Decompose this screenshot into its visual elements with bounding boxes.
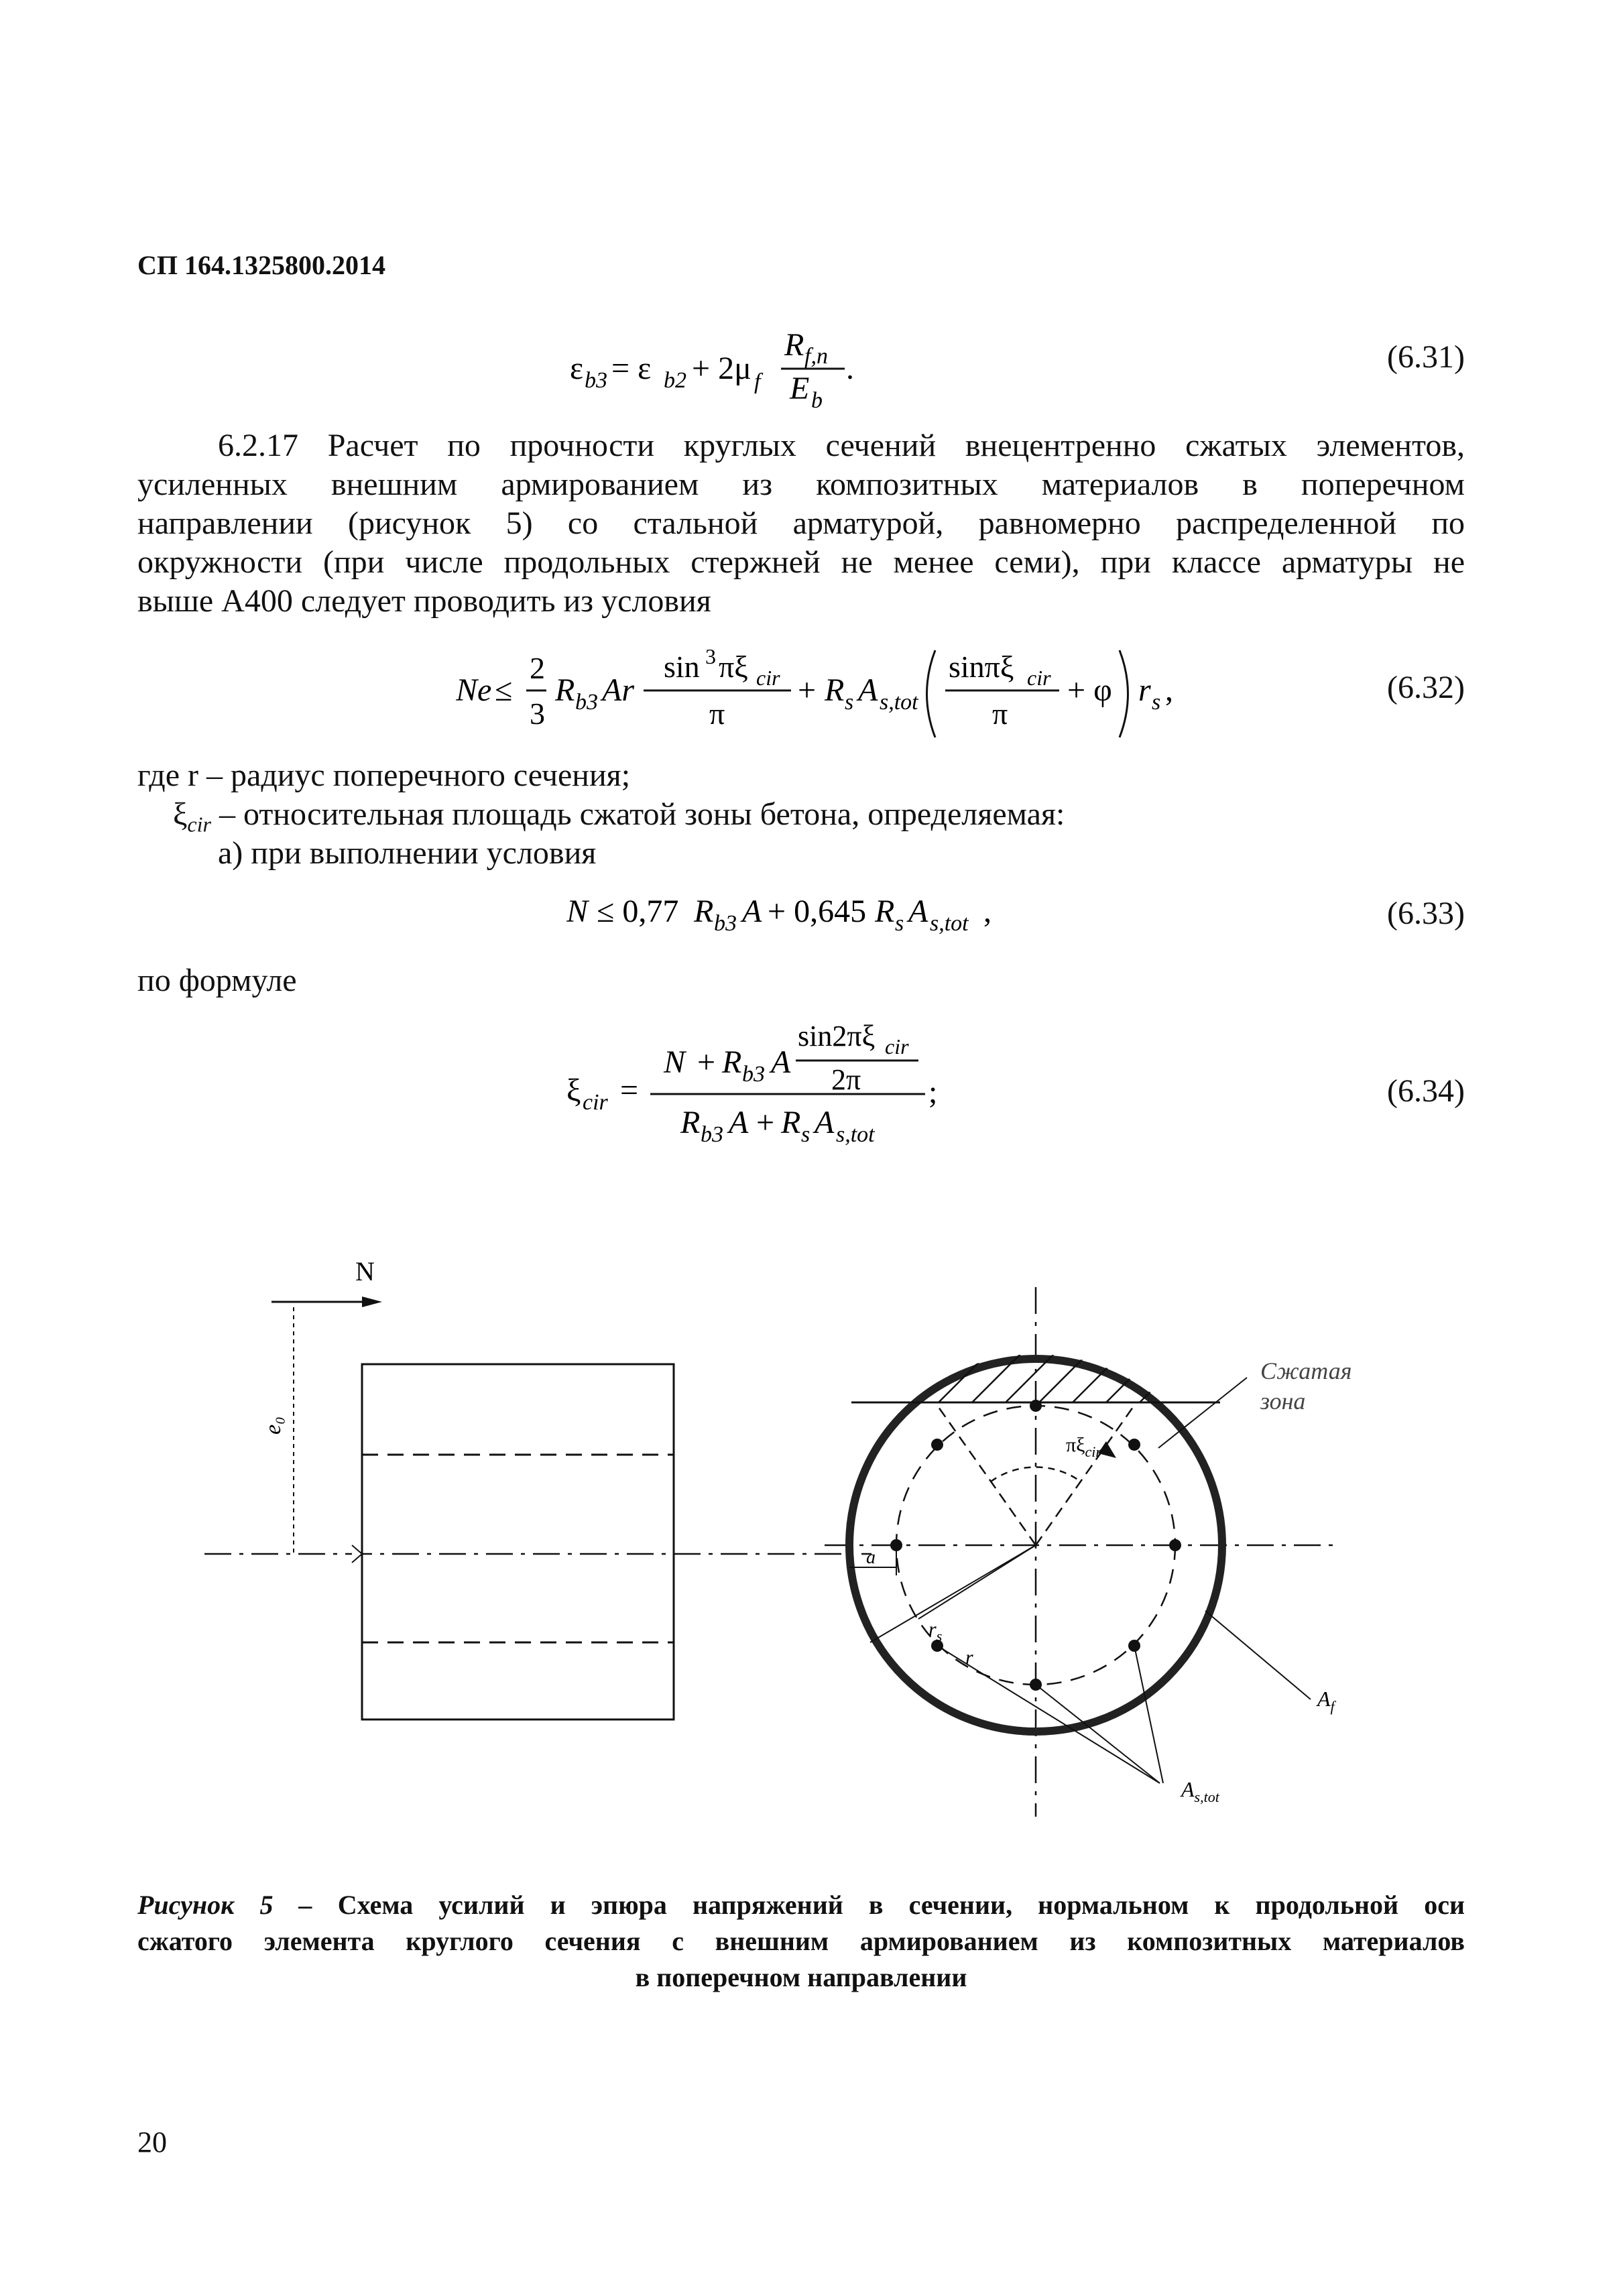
svg-text:,: , [983, 894, 991, 929]
svg-text:b3: b3 [575, 690, 598, 715]
compressed-label: Сжатая [1260, 1357, 1352, 1384]
compressed-zone-hatch [838, 1275, 1334, 1402]
svg-text:s,tot: s,tot [930, 911, 969, 936]
as-leader-3 [1134, 1646, 1163, 1783]
eq631-sub-b2: b2 [664, 368, 686, 393]
svg-text:Ar: Ar [602, 672, 634, 708]
xi-subscript: cir [187, 812, 211, 837]
svg-text:R: R [694, 894, 714, 929]
zone-label: зона [1260, 1388, 1306, 1414]
svg-text:cir: cir [885, 1034, 909, 1059]
eq631-eq: = ε [611, 351, 652, 386]
svg-text:3: 3 [705, 644, 716, 668]
svg-text:A: A [815, 1105, 835, 1140]
svg-text:2π: 2π [831, 1063, 861, 1096]
eq631-den: E [790, 371, 810, 406]
equation-6-33 [566, 878, 1036, 945]
svg-text:sin2πξ: sin2πξ [798, 1020, 876, 1052]
xi-symbol: ξ [173, 796, 188, 832]
angle-leg-left [935, 1402, 1036, 1545]
svg-text:R: R [875, 894, 895, 929]
svg-text:b3: b3 [714, 911, 737, 936]
svg-text:s: s [801, 1122, 810, 1147]
eq631-plus: + 2μ [692, 351, 752, 386]
svg-text:s,tot: s,tot [880, 690, 918, 715]
svg-text:cir: cir [756, 666, 780, 690]
para-line-3: направлении (рисунок 5) со стальной арматурой, равномерно распределенной по [137, 505, 1465, 541]
svg-text:R: R [781, 1105, 801, 1140]
svg-text:R: R [825, 672, 845, 708]
figure-5 [0, 1240, 1623, 1844]
para-line-5: выше А400 следует проводить из условия [137, 583, 711, 619]
svg-text:s: s [845, 690, 854, 715]
svg-text:+: + [756, 1105, 775, 1140]
as-label: $A_{s,tot}$ [1181, 1777, 1219, 1805]
force-n-arrowhead [362, 1296, 382, 1307]
svg-text:s: s [895, 911, 904, 936]
equation-6-32-svg [456, 637, 1227, 751]
dim-rs-label: $r_s$ [928, 1618, 943, 1644]
svg-text:cir: cir [583, 1090, 608, 1115]
equation-6-31 [570, 315, 905, 409]
equation-number-6-33: (6.33) [1387, 896, 1465, 931]
svg-text:,: , [1165, 672, 1173, 708]
dim-a-label: a [866, 1547, 876, 1568]
svg-text:≤: ≤ [495, 672, 513, 708]
caption-line-1 [137, 1887, 1465, 1923]
af-leader [1205, 1611, 1311, 1699]
svg-text:A: A [729, 1105, 749, 1140]
para-line-2: усиленных внешним армированием из композитных материалов в поперечном [137, 467, 1465, 502]
af-label: $A_f$ [1317, 1687, 1335, 1715]
svg-text:r: r [1138, 672, 1151, 708]
equation-6-34-svg [566, 1019, 969, 1153]
svg-text:π: π [992, 697, 1008, 731]
caption-line-2: сжатого элемента круглого сечения с внешним армированием из композитных материалов [137, 1926, 1465, 1956]
svg-text:sinπξ: sinπξ [949, 650, 1014, 684]
angle-leg-right [1036, 1402, 1136, 1545]
equation-number-6-32: (6.32) [1387, 670, 1465, 705]
equation-6-34 [566, 1019, 969, 1153]
figure-5-svg [0, 1240, 1623, 1844]
xi-description: – относительная площадь сжатой зоны бетона, определяемая: [211, 796, 1065, 832]
svg-text:R: R [722, 1044, 742, 1080]
svg-text:;: ; [928, 1075, 938, 1110]
condition-a-line: а) при выполнении условия [218, 835, 597, 871]
svg-text:cir: cir [1027, 666, 1051, 690]
caption-line-3: в поперечном направлении [635, 1962, 967, 1992]
section-6-2-17-paragraph [137, 426, 1465, 621]
svg-text:A: A [742, 894, 762, 929]
svg-text:+: + [798, 672, 817, 708]
svg-text:R: R [555, 672, 575, 708]
eq631-dot: . [846, 351, 854, 386]
equation-6-31-svg [570, 315, 905, 409]
svg-text:b3: b3 [742, 1062, 765, 1087]
svg-text:sin: sin [664, 650, 700, 684]
svg-text:A: A [908, 894, 928, 929]
svg-text:2: 2 [530, 651, 545, 685]
page-number: 20 [137, 2126, 167, 2159]
equation-number-6-31: (6.31) [1387, 339, 1465, 375]
svg-text:=: = [620, 1073, 639, 1108]
eq631-num: R [784, 327, 804, 363]
equation-6-33-svg [566, 878, 1036, 945]
caption-text-1: Схема усилий и эпюра напряжений в сечении, нормальном к продольной оси [312, 1890, 1465, 1920]
svg-text:≤ 0,77: ≤ 0,77 [597, 894, 679, 929]
eq631-num-sub: f,n [804, 344, 828, 369]
column-outline [362, 1364, 674, 1719]
svg-text:N: N [566, 894, 589, 929]
svg-text:πξ: πξ [719, 650, 748, 684]
svg-text:A: A [858, 672, 878, 708]
angle-label: $\pi\xi_{cir}$ [1066, 1434, 1101, 1460]
eq631-lhs: ε [570, 351, 584, 386]
e0-label: e₀ [261, 1416, 286, 1435]
caption-prefix: Рисунок 5 – [137, 1890, 312, 1920]
dim-r-label: r [965, 1646, 973, 1669]
cross-section [825, 1275, 1351, 1817]
svg-text:ξ: ξ [566, 1073, 581, 1108]
dim-r-line [870, 1545, 1036, 1642]
by-formula-line: по формуле [137, 963, 297, 998]
svg-text:π: π [709, 697, 725, 731]
as-leader-1 [937, 1646, 1160, 1783]
svg-text:s: s [1152, 690, 1161, 715]
svg-text:N: N [664, 1044, 686, 1080]
svg-text:R: R [680, 1105, 701, 1140]
svg-text:A: A [771, 1044, 791, 1080]
svg-text:3: 3 [530, 697, 545, 731]
figure-caption [137, 1887, 1465, 1996]
force-n-label: N [355, 1256, 375, 1286]
column-break-mark [352, 1545, 362, 1563]
para-line-1: 6.2.17 Расчет по прочности круглых сечений внецентренно сжатых элементов, [218, 428, 1465, 463]
document-code: СП 164.1325800.2014 [137, 250, 385, 280]
eq631-sub-f: f [754, 369, 761, 394]
svg-text:s,tot: s,tot [836, 1122, 875, 1147]
equation-number-6-34: (6.34) [1387, 1073, 1465, 1109]
svg-text:+ 0,645: + 0,645 [768, 894, 867, 929]
eq631-sub-b3: b3 [585, 368, 607, 393]
side-view [204, 1256, 871, 1719]
svg-text:Ne: Ne [456, 672, 492, 708]
svg-text:+: + [697, 1044, 716, 1080]
svg-text:+ φ: + φ [1067, 672, 1112, 708]
para-line-4: окружности (при числе продольных стержней не менее семи), при классе арматуры не [137, 544, 1465, 580]
where-r-line: где r – радиус поперечного сечения; [137, 758, 631, 793]
equation-6-32 [456, 637, 1227, 751]
svg-text:b3: b3 [701, 1122, 723, 1147]
eq631-den-sub: b [811, 388, 823, 409]
